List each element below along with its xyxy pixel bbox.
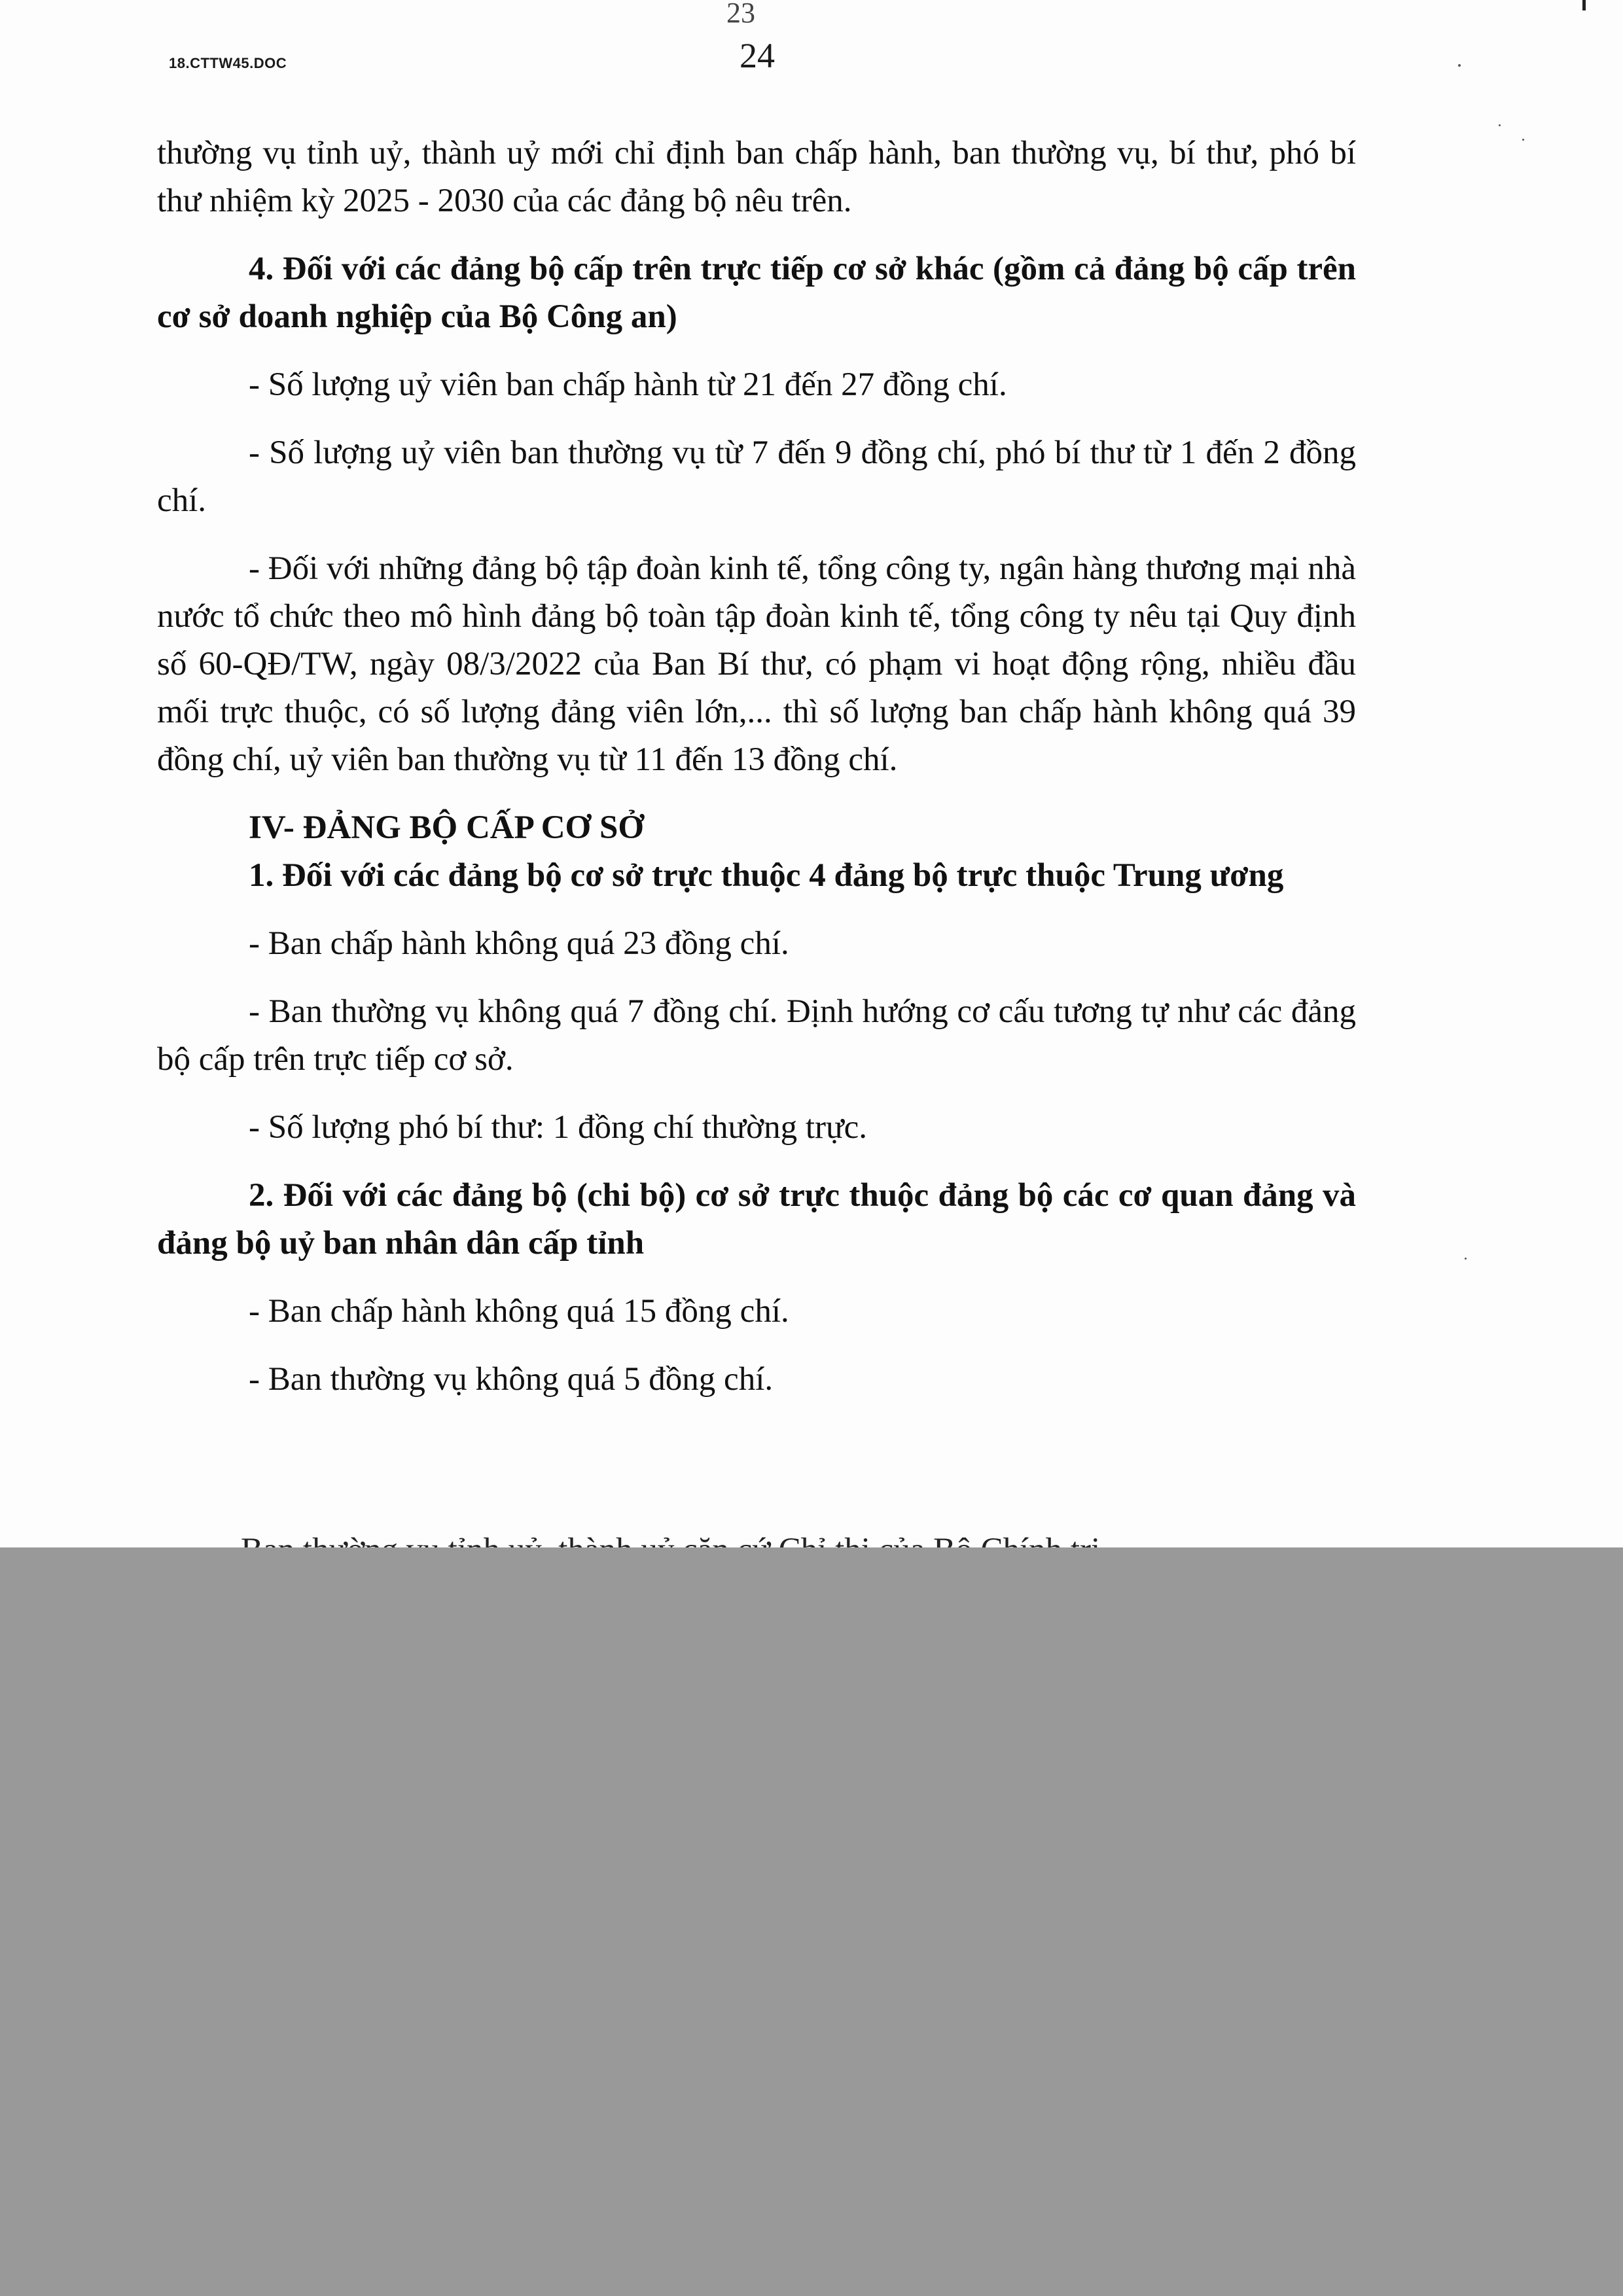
paragraph-continuation: thường vụ tỉnh uỷ, thành uỷ mới chỉ định ban chấp hành, ban thường vụ, bí thư, phó bí thư nhiệm kỳ 2025 - 2030 của các đảng bộ nêu trên. [157,135,1356,219]
bullet-standing-committee: - Số lượng uỷ viên ban thường vụ từ 7 đến 9 đồng chí, phó bí thư từ 1 đến 2 đồng chí. [157,434,1356,519]
bullet-deputy-secretary: - Số lượng phó bí thư: 1 đồng chí thường trực. [249,1109,868,1146]
file-reference: 18.CTTW45.DOC [169,55,287,71]
subsection-heading-1: 1. Đối với các đảng bộ cơ sở trực thuộc 4 đảng bộ trực thuộc Trung ương [249,857,1284,894]
subsection-heading-4: 4. Đối với các đảng bộ cấp trên trực tiếp cơ sở khác (gồm cả đảng bộ cấp trên cơ sở doanh nghiệp của Bộ Công an) [157,251,1356,335]
bullet-committee-members: - Số lượng uỷ viên ban chấp hành từ 21 đến 27 đồng chí. [249,366,1007,403]
clipped-text-line [241,1527,1288,1547]
bullet-standing-committee-5: - Ban thường vụ không quá 5 đồng chí. [249,1361,774,1398]
bullet-standing-committee-7: - Ban thường vụ không quá 7 đồng chí. Định hướng cơ cấu tương tự như các đảng bộ cấp trên trực tiếp cơ sở. [157,993,1356,1078]
bullet-economic-groups: - Đối với những đảng bộ tập đoàn kinh tế, tổng công ty, ngân hàng thương mại nhà nước tổ chức theo mô hình đảng bộ toàn tập đoàn kinh tế, tổng công ty nêu tại Quy định số 60-QĐ/TW, ngày 08/3/2022 của Ban Bí thư, có phạm vi hoạt động rộng, nhiều đầu mối trực thuộc, có số lượng đảng viên lớn,... thì số lượng ban chấp hành không quá 39 đồng chí, uỷ viên ban thường vụ từ 11 đến 13 đồng chí. [157,550,1356,778]
bullet-executive-committee-15: - Ban chấp hành không quá 15 đồng chí. [249,1293,789,1330]
scan-speck [1458,64,1461,67]
previous-page-number-fragment: 23 [726,0,755,29]
scan-grey-area [0,1547,1623,2296]
document-body [157,130,1356,1404]
bullet-executive-committee-23: - Ban chấp hành không quá 23 đồng chí. [249,925,789,962]
section-heading-iv: IV- ĐẢNG BỘ CẤP CƠ SỞ [249,809,645,846]
scan-edge-mark [1582,0,1586,10]
scan-speck [1522,139,1524,141]
page-number: 24 [740,36,775,75]
scan-speck [1465,1258,1467,1260]
subsection-heading-2: 2. Đối với các đảng bộ (chi bộ) cơ sở trực thuộc đảng bộ các cơ quan đảng và đảng bộ uỷ ban nhân dân cấp tỉnh [157,1177,1356,1262]
scan-speck [1499,124,1501,126]
